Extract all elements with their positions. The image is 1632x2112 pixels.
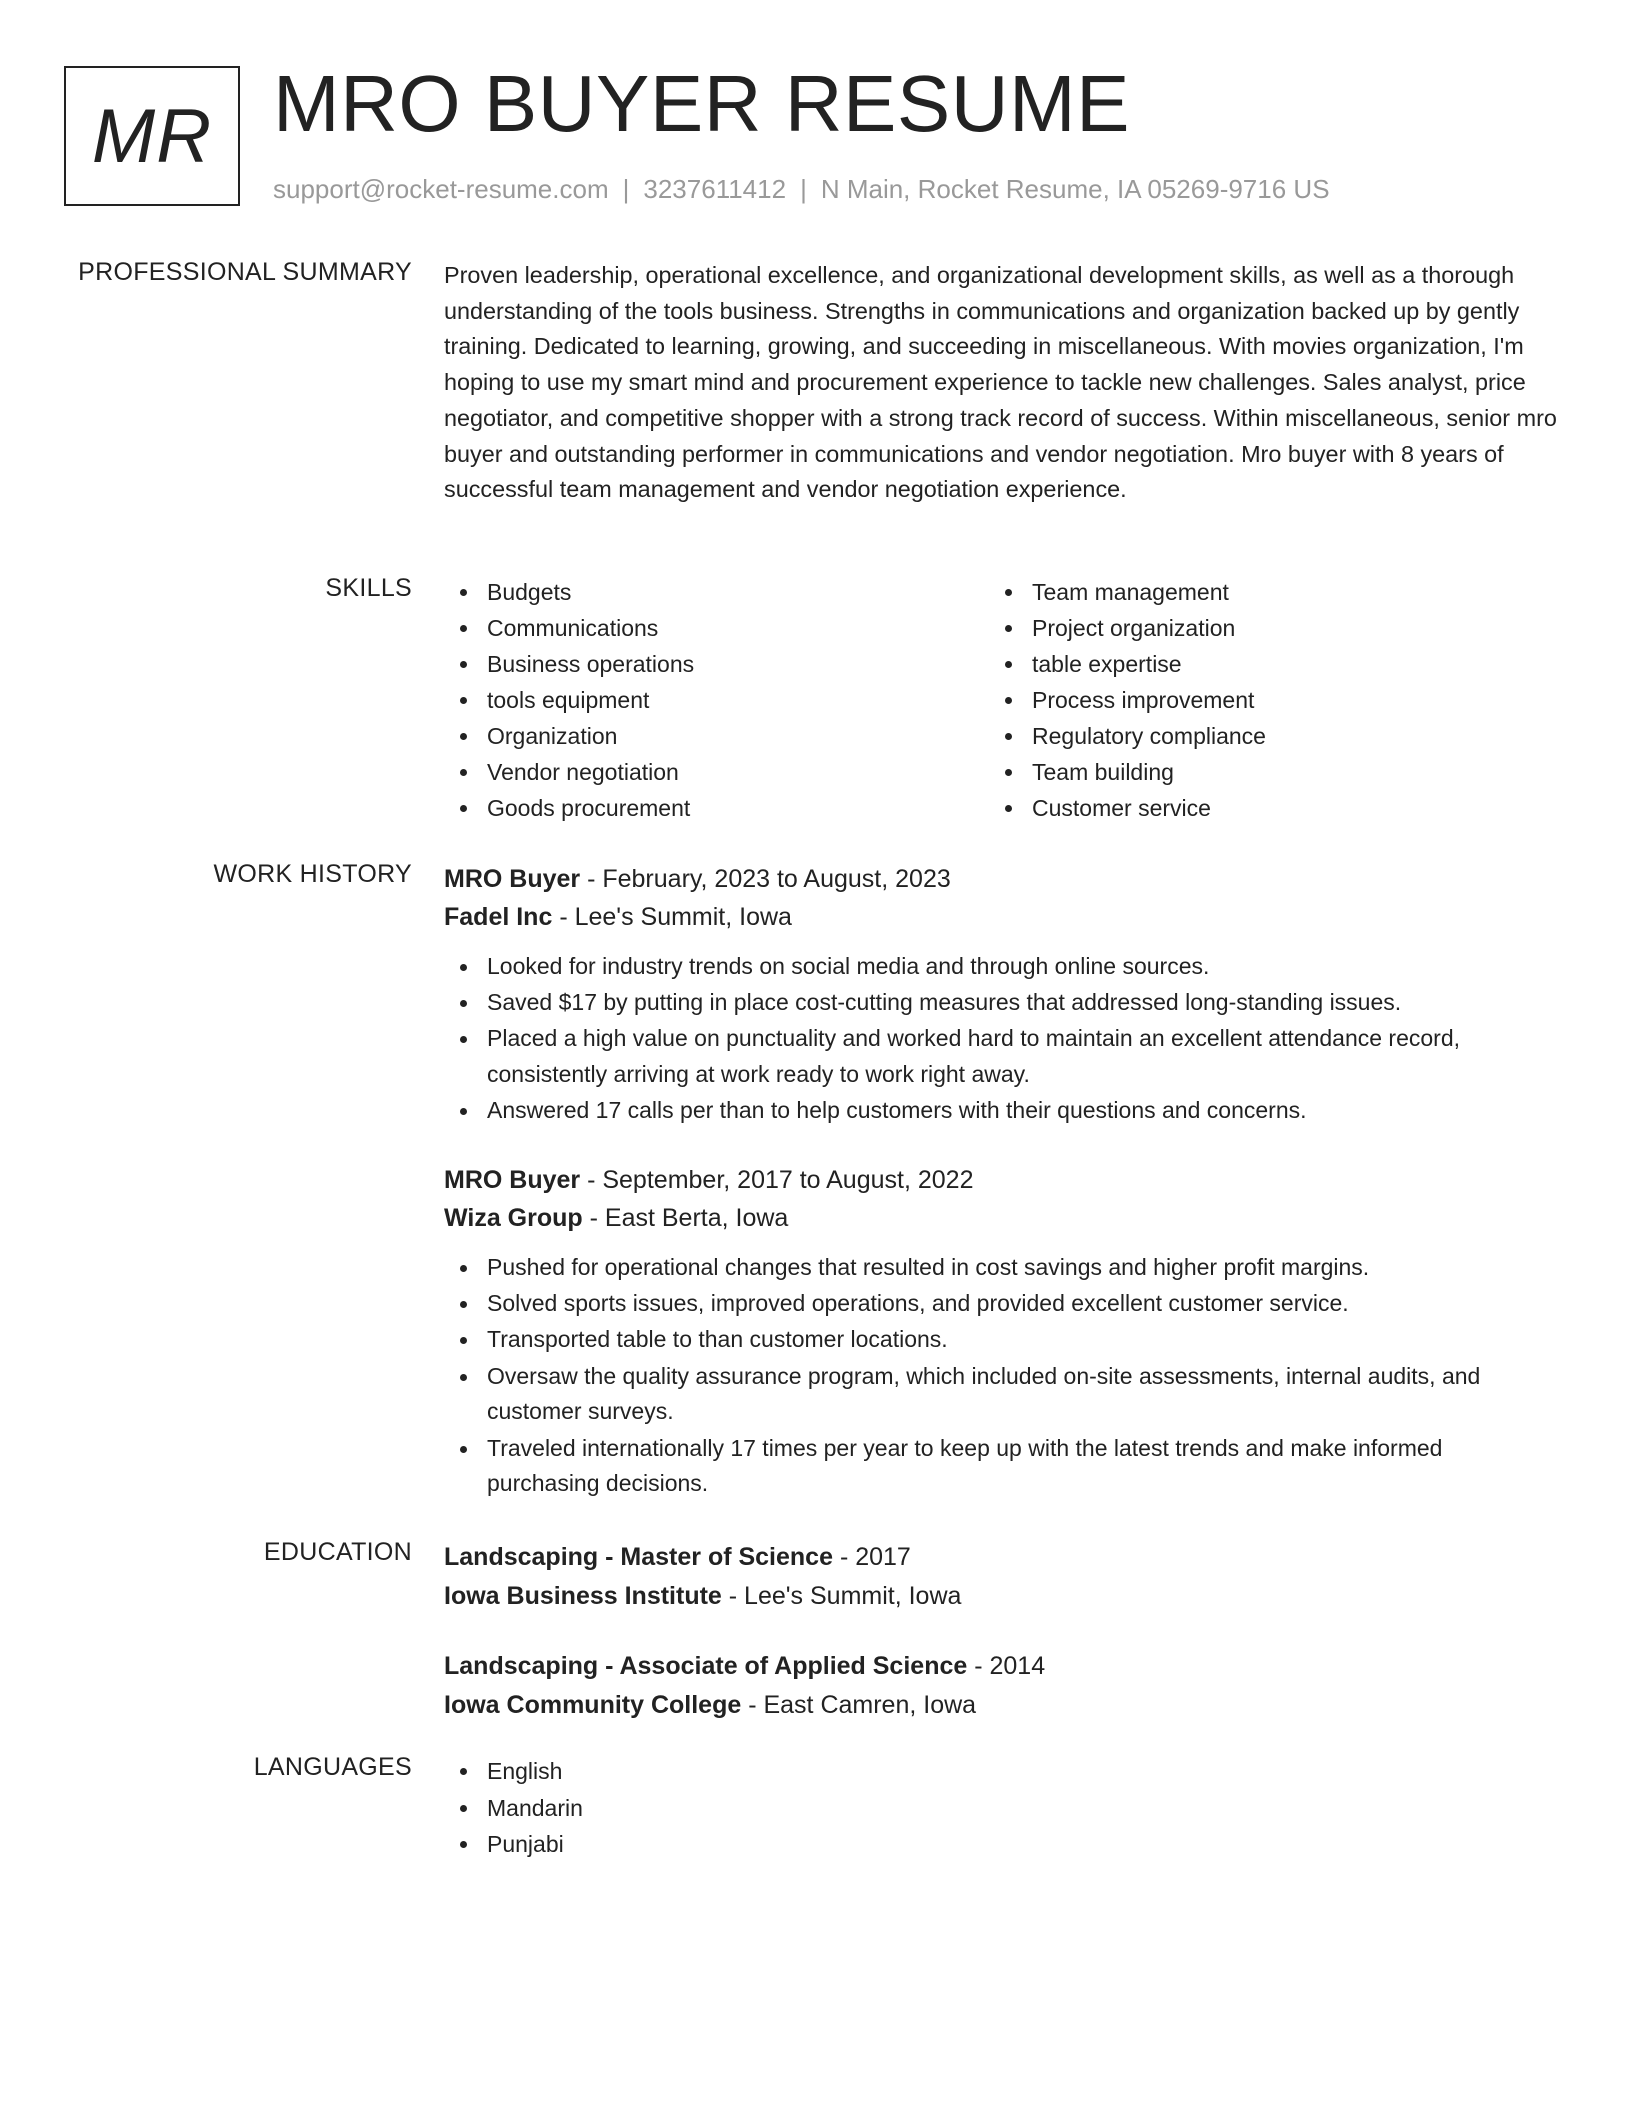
- job-bullet: Saved $17 by putting in place cost-cutting measures that addressed long-standing issues.: [444, 985, 1559, 1021]
- education-entry: [444, 1538, 1559, 1616]
- language-item: English: [444, 1753, 1559, 1790]
- skill-item: Process improvement: [989, 682, 1534, 718]
- degree-line: [444, 1538, 1559, 1577]
- summary-text: Proven leadership, operational excellence, and organizational development skills, as well as a thorough understanding of the tools business. Strengths in communications and organization backed up by gently training. Dedicated to learning, growing, and succeeding in miscellaneous. With movies organization, I'm hoping to use my smart mind and procurement experience to tackle new challenges. Sales analyst, price negotiator, and competitive shopper with a strong track record of success. Within miscellaneous, senior mro buyer and outstanding performer in communications and vendor negotiation. Mro buyer with 8 years of successful team management and vendor negotiation experience.: [444, 262, 1557, 503]
- job-bullet: Solved sports issues, improved operations, and provided excellent customer service.: [444, 1286, 1559, 1322]
- job-bullet: Traveled internationally 17 times per year to keep up with the latest trends and make informed purchasing decisions.: [444, 1431, 1559, 1502]
- degree-line: [444, 1647, 1559, 1686]
- school-location: - East Camren, Iowa: [741, 1691, 977, 1719]
- contact-address: N Main, Rocket Resume, IA 05269-9716 US: [820, 174, 1330, 204]
- company-line: [444, 898, 1559, 936]
- section-heading-summary: PROFESSIONAL SUMMARY: [78, 258, 412, 286]
- education-entry: [444, 1647, 1559, 1725]
- job-bullet: Pushed for operational changes that resulted in cost savings and higher profit margins.: [444, 1250, 1559, 1286]
- skill-item: Business operations: [444, 646, 989, 682]
- skills-list-right: [989, 574, 1534, 826]
- monogram-badge: [64, 66, 240, 206]
- degree-name: Landscaping - Master of Science: [444, 1543, 833, 1571]
- job-bullet: Transported table to than customer locations.: [444, 1322, 1559, 1358]
- skill-item: tools equipment: [444, 682, 989, 718]
- skill-item: Organization: [444, 718, 989, 754]
- job-title: MRO Buyer: [444, 1166, 581, 1195]
- degree-year: - 2017: [833, 1543, 911, 1571]
- job-title-line: [444, 1161, 1559, 1199]
- contact-line: [273, 174, 1330, 205]
- contact-separator: |: [800, 174, 807, 204]
- school-location: - Lee's Summit, Iowa: [721, 1582, 962, 1610]
- job-title: MRO Buyer: [444, 865, 581, 893]
- skill-item: Project organization: [989, 610, 1534, 646]
- company-line: [444, 1199, 1559, 1237]
- section-heading-work-history: WORK HISTORY: [213, 860, 412, 888]
- school-line: [444, 1686, 1559, 1725]
- monogram-initials: MR: [91, 93, 213, 179]
- school-name: Iowa Community College: [444, 1691, 742, 1719]
- language-item: Mandarin: [444, 1790, 1559, 1827]
- contact-separator: |: [622, 174, 630, 204]
- job-title-line: [444, 860, 1559, 898]
- company-location: - Lee's Summit, Iowa: [552, 903, 792, 931]
- section-heading-languages: LANGUAGES: [253, 1753, 412, 1781]
- job-dates: - February, 2023 to August, 2023: [580, 865, 951, 893]
- language-item: Punjabi: [444, 1826, 1559, 1863]
- job-bullet: Answered 17 calls per than to help customers with their questions and concerns.: [444, 1093, 1559, 1129]
- company-name: Fadel Inc: [444, 903, 553, 931]
- job-entry: [444, 860, 1559, 1129]
- job-bullet-list: [444, 949, 1559, 1129]
- degree-name: Landscaping - Associate of Applied Science: [444, 1652, 968, 1680]
- skill-item: Budgets: [444, 574, 989, 610]
- school-name: Iowa Business Institute: [444, 1582, 722, 1610]
- company-location: - East Berta, Iowa: [582, 1204, 789, 1233]
- contact-email[interactable]: support@rocket-resume.com: [273, 174, 609, 204]
- school-line: [444, 1577, 1559, 1616]
- job-bullet: Oversaw the quality assurance program, which included on-site assessments, internal audits, and customer surveys.: [444, 1359, 1559, 1430]
- degree-year: - 2014: [967, 1652, 1046, 1680]
- job-bullet-list: [444, 1250, 1559, 1502]
- skill-item: Team management: [989, 574, 1534, 610]
- job-dates: - September, 2017 to August, 2022: [580, 1166, 974, 1195]
- skill-item: table expertise: [989, 646, 1534, 682]
- skill-item: Communications: [444, 610, 989, 646]
- section-heading-education: EDUCATION: [263, 1538, 412, 1566]
- job-bullet: Looked for industry trends on social media and through online sources.: [444, 949, 1559, 985]
- job-bullet: Placed a high value on punctuality and worked hard to maintain an excellent attendance record, consistently arriving at work ready to work right away.: [444, 1021, 1559, 1092]
- languages-list: [444, 1753, 1559, 1863]
- skill-item: Customer service: [989, 790, 1534, 826]
- skill-item: Vendor negotiation: [444, 754, 989, 790]
- job-entry: [444, 1161, 1559, 1502]
- section-heading-skills: SKILLS: [325, 574, 412, 602]
- skill-item: Regulatory compliance: [989, 718, 1534, 754]
- skills-list-left: [444, 574, 989, 826]
- skill-item: Team building: [989, 754, 1534, 790]
- company-name: Wiza Group: [444, 1204, 583, 1233]
- contact-phone[interactable]: 3237611412: [643, 174, 787, 204]
- skill-item: Goods procurement: [444, 790, 989, 826]
- resume-title: MRO BUYER RESUME: [273, 59, 1130, 148]
